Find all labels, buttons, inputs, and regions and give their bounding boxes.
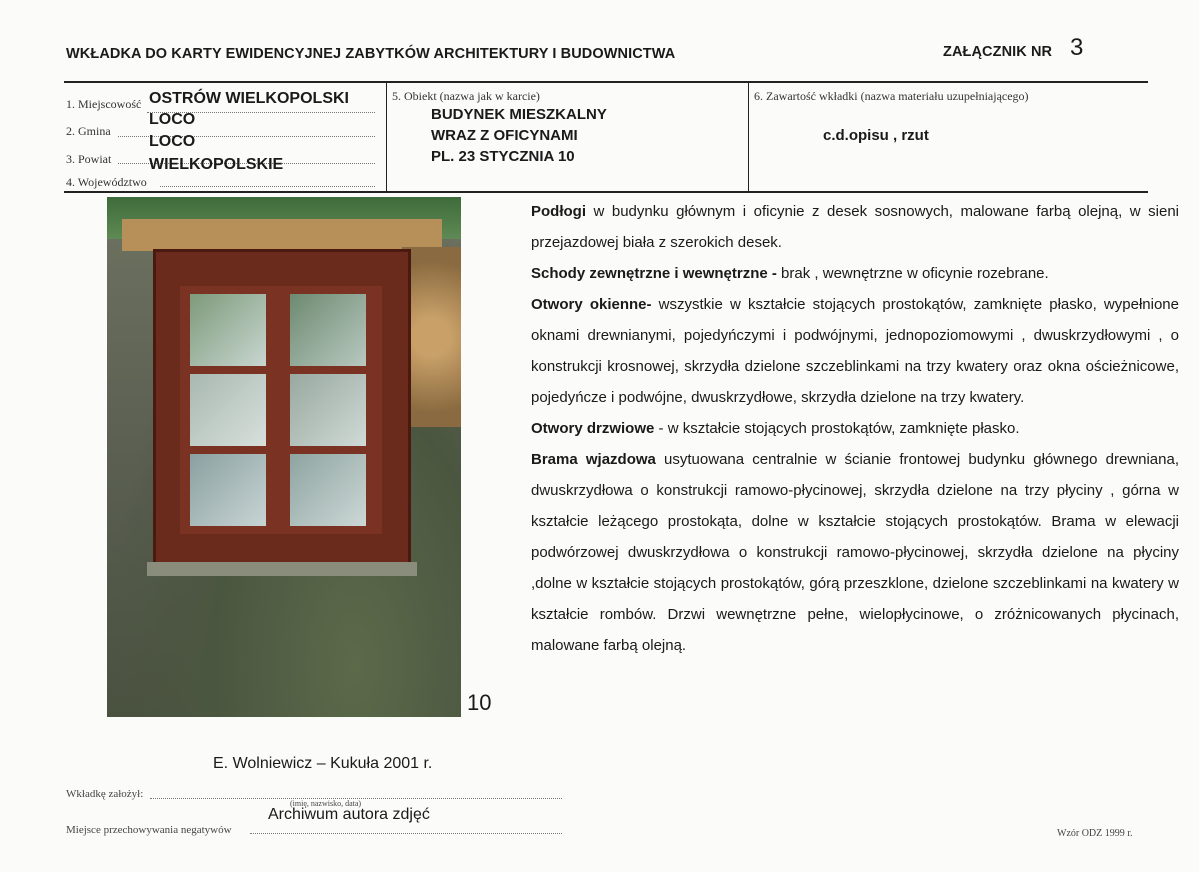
divider-top	[64, 81, 1148, 83]
annex-label: ZAŁĄCZNIK NR	[943, 44, 1053, 60]
miejscowosc-label: 1. Miejscowość	[66, 97, 142, 111]
dotted-line	[250, 833, 562, 834]
object-label: 5. Obiekt (nazwa jak w karcie)	[392, 89, 540, 103]
pane	[290, 454, 366, 526]
pane	[190, 374, 266, 446]
form-version: Wzór ODZ 1999 r.	[1057, 828, 1133, 839]
pane	[290, 374, 366, 446]
divider-bottom	[64, 191, 1148, 193]
wojewodztwo-label: 4. Województwo	[66, 175, 147, 189]
contents-label: 6. Zawartość wkładki (nazwa materiału uzupełniającego)	[754, 89, 1029, 103]
pane	[190, 454, 266, 526]
dotted-line	[160, 186, 375, 187]
heading: Otwory drzwiowe	[531, 420, 655, 437]
negatives-label: Miejsce przechowywania negatywów	[66, 824, 232, 836]
text: - w kształcie stojących prostokątów, zamknięte płasko.	[654, 420, 1020, 437]
text: w budynku głównym i oficynie z desek sosnowych, malowane farbą olejną, w sieni przejazdowej biała z szerokich desek.	[531, 203, 1179, 251]
gmina-label: 2. Gmina	[66, 124, 111, 138]
pane	[190, 294, 266, 366]
text: usytuowana centralnie w ścianie frontowej budynku głównego drewniana, dwuskrzydłowa o konstrukcji ramowo-płycinowej, skrzydła dzielone na trzy płyciny , górna w kształcie leżącego prostokąta, dolne w kształcie stojących prostokątów. Brama w elewacji podwórzowej dwuskrzydłowa o konstrukcji ramowo-płycinowej, skrzydła dzielone na płyciny ,dolne w kształcie stojących prostokątów, górą przeszklone, dzielone szczeblinkami na kwatery w kształcie rombów. Drzwi wewnętrzne pełne, wielopłycinowe, o zróżnicowanych płycinach, malowane farbą olejną.	[531, 451, 1179, 654]
paragraph-windows	[531, 289, 1179, 413]
text: brak , wewnętrzne w oficynie rozebrane.	[776, 265, 1049, 282]
founder-label: Wkładkę założył:	[66, 788, 144, 800]
founder-hint: (imię, nazwisko, data)	[290, 799, 362, 808]
heading: Brama wjazdowa	[531, 451, 656, 468]
description-text	[531, 196, 1179, 661]
powiat-label: 3. Powiat	[66, 152, 112, 166]
divider-col1	[386, 82, 387, 192]
gmina-value: LOCO	[149, 111, 196, 128]
powiat-value: LOCO	[149, 133, 196, 150]
window-sill	[147, 562, 417, 576]
heading: Schody zewnętrzne i wewnętrzne -	[531, 265, 777, 282]
divider-col2	[748, 82, 749, 192]
window-photo	[107, 197, 461, 717]
window-sashes	[180, 286, 382, 534]
object-line3: PL. 23 STYCZNIA 10	[431, 148, 575, 165]
heading: Otwory okienne-	[531, 296, 652, 313]
paragraph-gate	[531, 444, 1179, 661]
photo-number: 10	[467, 690, 492, 715]
pane	[290, 294, 366, 366]
annex-number: 3	[1070, 34, 1084, 61]
lintel	[122, 219, 442, 251]
negatives-value: Archiwum autora zdjęć	[268, 806, 430, 823]
wojewodztwo-value: WIELKOPOLSKIE	[149, 156, 284, 173]
contents-value: c.d.opisu , rzut	[823, 127, 929, 144]
paragraph-doors	[531, 413, 1179, 444]
paragraph-stairs	[531, 258, 1179, 289]
document-title: WKŁADKA DO KARTY EWIDENCYJNEJ ZABYTKÓW ARCHITEKTURY I BUDOWNICTWA	[66, 46, 676, 62]
paragraph-floors	[531, 196, 1179, 258]
heading: Podłogi	[531, 203, 586, 220]
object-line2: WRAZ Z OFICYNAMI	[431, 127, 578, 144]
photo-caption: E. Wolniewicz – Kukuła 2001 r.	[213, 755, 433, 772]
object-line1: BUDYNEK MIESZKALNY	[431, 106, 607, 123]
window-frame	[153, 249, 411, 567]
text: wszystkie w kształcie stojących prostokątów, zamknięte płasko, wypełnione oknami drewnianymi, pojedyńczymi i podwójnymi, jednopoziomowymi , dwuskrzydłowymi , o konstrukcji krosnowej, skrzydła dzielone szczeblinkami na trzy kwatery oraz okna ościeżnicowe, pojedyńcze i podwójne, dwuskrzydłowe, skrzydła dzielone na trzy kwatery.	[531, 296, 1179, 406]
miejscowosc-value: OSTRÓW WIELKOPOLSKI	[149, 90, 349, 107]
